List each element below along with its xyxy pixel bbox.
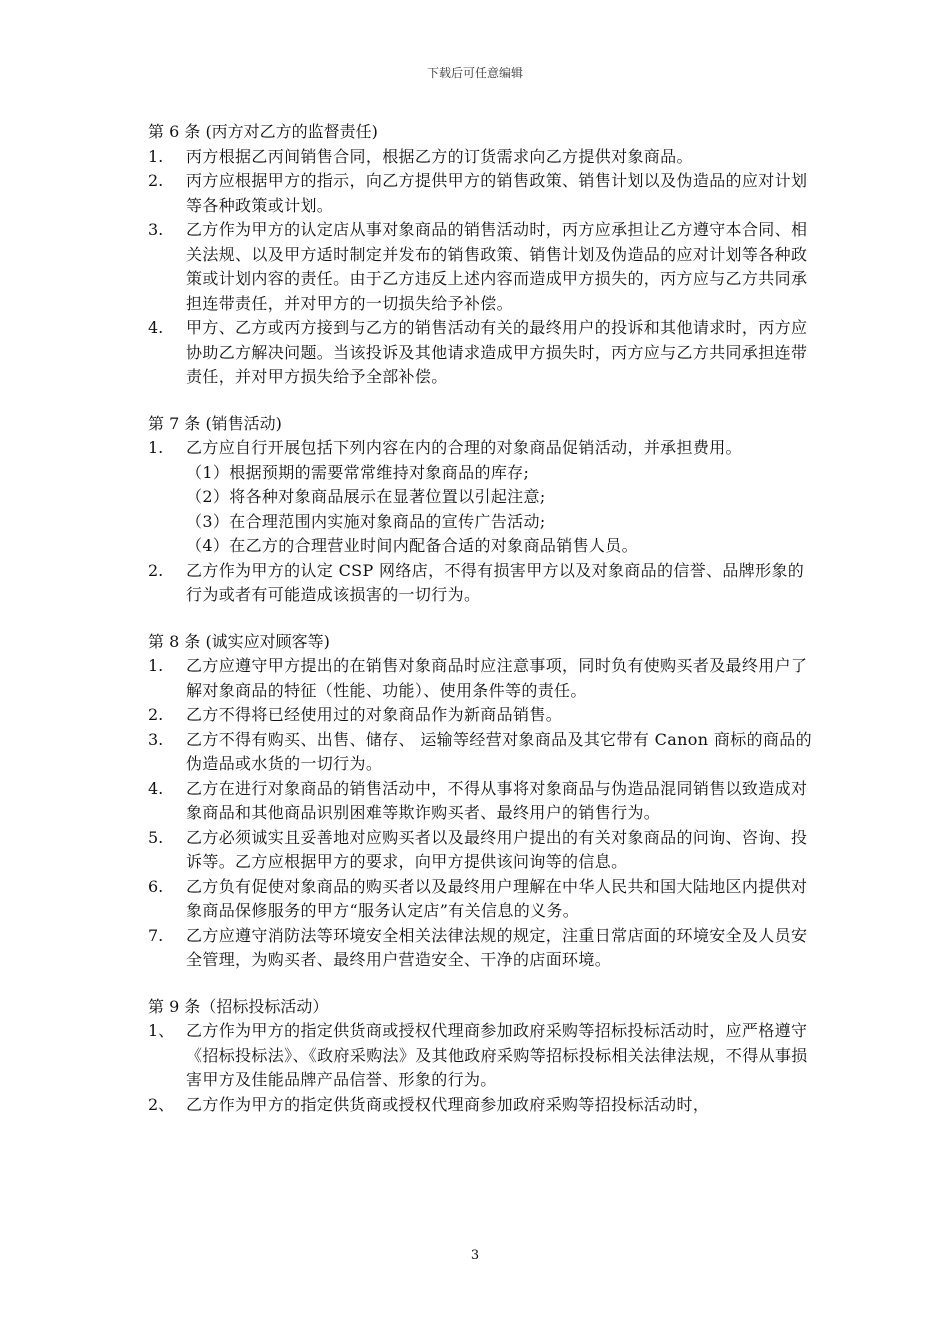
- article-subitem: （3）在合理范围内实施对象商品的宣传广告活动;: [186, 511, 546, 531]
- article-item: [148, 1019, 818, 1093]
- article-section: [148, 630, 818, 973]
- article-subitem: （4）在乙方的合理营业时间内配备合适的对象商品销售人员。: [186, 536, 638, 555]
- article-section: [148, 412, 818, 608]
- article-title: 第 7 条 (销售活动): [148, 413, 282, 433]
- item-text: 乙方应自行开展包括下列内容在内的合理的对象商品促销活动，并承担费用。: [186, 438, 742, 457]
- article-item: [148, 218, 818, 316]
- article-title: 第 9 条（招标投标活动）: [148, 996, 329, 1016]
- item-number: 3.: [148, 220, 164, 239]
- item-text: 乙方作为甲方的认定 CSP 网络店，不得有损害甲方以及对象商品的信誉、品牌形象的行为或者有可能造成该损害的一切行为。: [186, 560, 805, 604]
- item-text: 乙方作为甲方的指定供货商或授权代理商参加政府采购等招标投标活动时，应严格遵守《招标投标法》、《政府采购法》及其他政府采购等招标投标相关法律法规，不得从事损害甲方及佳能品牌产品信誉、形象的行为。: [186, 1021, 808, 1089]
- article-item: [148, 875, 818, 924]
- document-body: [148, 120, 818, 1139]
- item-text: 乙方应遵守甲方提出的在销售对象商品时应注意事项，同时负有使购买者及最终用户了解对象商品的特征（性能、功能）、使用条件等的责任。: [186, 656, 808, 700]
- article-section: [148, 995, 818, 1118]
- item-number: 2.: [148, 705, 164, 724]
- article-item: [148, 559, 818, 608]
- item-text: 丙方应根据甲方的指示，向乙方提供甲方的销售政策、销售计划以及伪造品的应对计划等各种政策或计划。: [186, 171, 808, 215]
- article-item: [148, 145, 818, 170]
- item-text: 乙方应遵守消防法等环境安全相关法律法规的规定，注重日常店面的环境安全及人员安全管理，为购买者、最终用户营造安全、干净的店面环境。: [186, 925, 808, 969]
- item-number: 7.: [148, 925, 164, 945]
- article-title: 第 8 条 (诚实应对顾客等): [148, 631, 330, 651]
- article-subitem: （1）根据预期的需要常常维持对象商品的库存;: [186, 462, 530, 482]
- article-title: 第 6 条 (丙方对乙方的监督责任): [148, 122, 378, 141]
- item-text: 乙方必须诚实且妥善地对应购买者以及最终用户提出的有关对象商品的问询、咨询、投诉等。乙方应根据甲方的要求，向甲方提供该问询等的信息。: [186, 827, 808, 871]
- item-number: 2、: [148, 1094, 175, 1114]
- item-text: 乙方作为甲方的认定店从事对象商品的销售活动时，丙方应承担让乙方遵守本合同、相关法规、以及甲方适时制定并发布的销售政策、销售计划及伪造品的应对计划等各种政策或计划内容的责任。由于乙方违反上述内容而造成甲方损失的，丙方应与乙方共同承担连带责任，并对甲方的一切损失给予补偿。: [186, 220, 808, 313]
- item-text: 乙方不得有购买、出售、储存、 运输等经营对象商品及其它带有 Canon 商标的商品的伪造品或水货的一切行为。: [186, 729, 812, 773]
- article-item: [148, 728, 818, 777]
- article-item: [148, 703, 818, 728]
- header-note: 下载后可任意编辑: [426, 66, 523, 80]
- article-section: [148, 120, 818, 390]
- item-number: 1、: [148, 1021, 175, 1040]
- item-text: 丙方根据乙丙间销售合同，根据乙方的订货需求向乙方提供对象商品。: [186, 146, 693, 166]
- article-item: [148, 436, 818, 461]
- item-text: 乙方在进行对象商品的销售活动中，不得从事将对象商品与伪造品混同销售以致造成对象商品和其他商品识别困难等欺诈购买者、最终用户的销售行为。: [186, 778, 808, 822]
- article-subitem: （2）将各种对象商品展示在显著位置以引起注意;: [186, 487, 546, 506]
- page-number: 3: [470, 1248, 480, 1263]
- item-number: 4.: [148, 778, 164, 798]
- article-item: [148, 777, 818, 826]
- article-item: [148, 169, 818, 218]
- item-text: 乙方负有促使对象商品的购买者以及最终用户理解在中华人民共和国大陆地区内提供对象商品保修服务的甲方“服务认定店”有关信息的义务。: [186, 876, 808, 920]
- item-number: 5.: [148, 827, 164, 847]
- item-number: 6.: [148, 876, 164, 896]
- item-number: 3.: [148, 729, 164, 749]
- item-number: 1.: [148, 438, 164, 457]
- item-number: 1.: [148, 656, 164, 675]
- item-text: 乙方作为甲方的指定供货商或授权代理商参加政府采购等招投标活动时，: [186, 1094, 710, 1114]
- article-item: [148, 316, 818, 390]
- item-number: 1.: [148, 146, 164, 166]
- item-number: 2.: [148, 171, 164, 190]
- article-item: [148, 924, 818, 973]
- article-item: [148, 654, 818, 703]
- item-text: 乙方不得将已经使用过的对象商品作为新商品销售。: [186, 705, 563, 724]
- article-item: [148, 1093, 818, 1118]
- item-number: 4.: [148, 318, 164, 337]
- article-item: [148, 826, 818, 875]
- item-text: 甲方、乙方或丙方接到与乙方的销售活动有关的最终用户的投诉和其他请求时，丙方应协助乙方解决问题。当该投诉及其他请求造成甲方损失时，丙方应与乙方共同承担连带责任，并对甲方损失给予全部补偿。: [186, 318, 808, 386]
- item-number: 2.: [148, 560, 164, 580]
